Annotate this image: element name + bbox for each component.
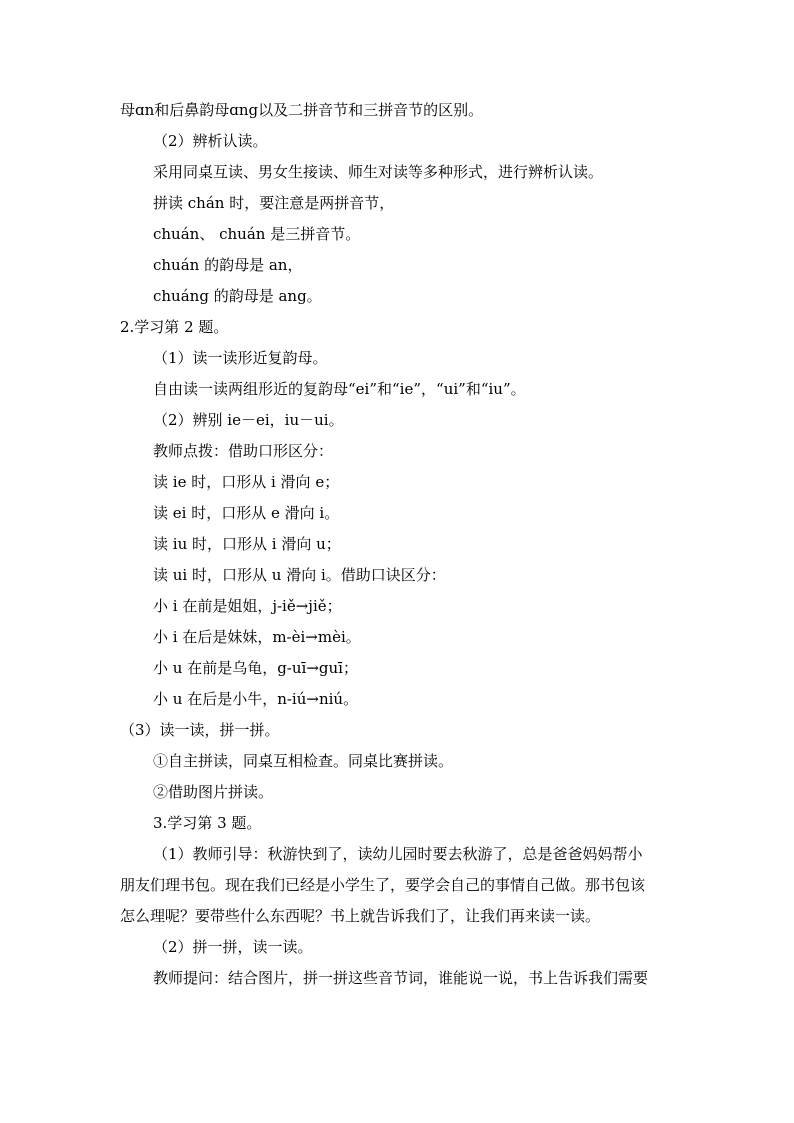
text-line-5: chuán、 chuán 是三拼音节。 bbox=[153, 225, 361, 243]
text-line-26: 朋友们理书包。现在我们已经是小学生了，要学会自己的事情自己做。那书包该 bbox=[120, 876, 646, 894]
text-line-1: 母ɑn和后鼻韵母ɑng以及二拼音节和三拼音节的区别。 bbox=[120, 101, 484, 119]
text-line-2: （2）辨析认读。 bbox=[153, 132, 268, 150]
text-line-16: 读 ui 时，口形从 u 滑向 i。借助口诀区分： bbox=[153, 566, 446, 584]
text-line-25: （1）教师引导：秋游快到了，读幼儿园时要去秋游了，总是爸爸妈妈帮小 bbox=[153, 845, 643, 863]
text-line-22: ①自主拼读，同桌互相检查。同桌比赛拼读。 bbox=[153, 752, 454, 770]
text-line-14: 读 ei 时，口形从 e 滑向 i。 bbox=[153, 504, 340, 522]
text-line-13: 读 ie 时，口形从 i 滑向 e； bbox=[153, 473, 340, 491]
text-line-6: chuán 的韵母是 an， bbox=[153, 256, 303, 274]
text-line-10: 自由读一读两组形近的复韵母“ei”和“ie”，“ui”和“iu”。 bbox=[153, 380, 526, 398]
text-line-19: 小 u 在前是乌龟，g-uī→guī； bbox=[153, 659, 358, 677]
text-line-21: （3）读一读，拼一拼。 bbox=[120, 721, 280, 739]
text-line-23: ②借助图片拼读。 bbox=[153, 783, 274, 801]
text-line-12: 教师点拨：借助口形区分： bbox=[153, 442, 334, 460]
text-line-29: 教师提问：结合图片，拼一拼这些音节词，谁能说一说，书上告诉我们需要 bbox=[153, 969, 649, 987]
text-line-11: （2）辨别 ie－ei，iu－ui。 bbox=[153, 411, 344, 429]
text-line-4: 拼读 chán 时，要注意是两拼音节， bbox=[153, 194, 395, 212]
text-line-17: 小 i 在前是姐姐，j-iě→jiě； bbox=[153, 597, 342, 615]
text-line-7: chuáng 的韵母是 ang。 bbox=[153, 287, 322, 305]
text-line-27: 怎么理呢？要带些什么东西呢？书上就告诉我们了，让我们再来读一读。 bbox=[120, 907, 601, 925]
text-line-20: 小 u 在后是小牛，n-iú→niú。 bbox=[153, 690, 359, 708]
text-line-24: 3.学习第 3 题。 bbox=[153, 814, 262, 832]
text-line-9: （1）读一读形近复韵母。 bbox=[153, 349, 328, 367]
text-line-15: 读 iu 时，口形从 i 滑向 u； bbox=[153, 535, 341, 553]
text-line-8: 2.学习第 2 题。 bbox=[120, 318, 229, 336]
text-line-18: 小 i 在后是妹妹，m-èi→mèi。 bbox=[153, 628, 361, 646]
text-line-3: 采用同桌互读、男女生接读、师生对读等多种形式，进行辨析认读。 bbox=[153, 163, 604, 181]
text-line-28: （2）拼一拼，读一读。 bbox=[153, 938, 313, 956]
